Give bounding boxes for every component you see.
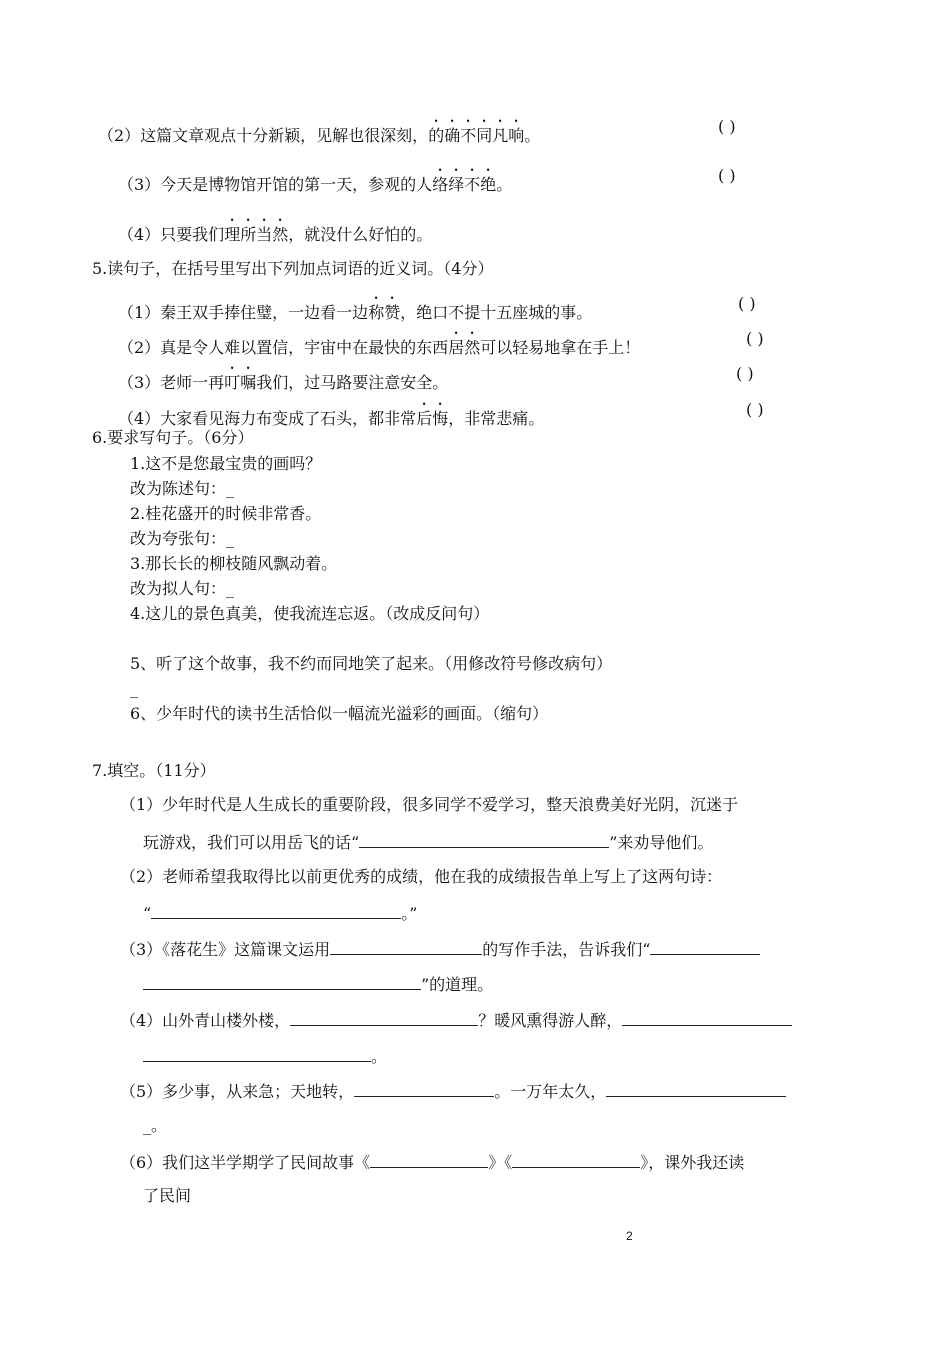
q7-s3-line2 xyxy=(143,973,493,995)
q7-s1-blank[interactable] xyxy=(359,831,609,848)
q4-item-2 xyxy=(98,117,540,146)
q5-item-2-post: 可以轻易地拿在手上！ xyxy=(480,338,641,357)
q4-item-4-pre: （4）只要我们 xyxy=(118,225,225,244)
q7-s6-line1 xyxy=(120,1151,744,1173)
q5-item-3-post: 我们，过马路要注意安全。 xyxy=(256,373,449,392)
q7-s4-blank-2b[interactable] xyxy=(143,1045,371,1062)
q5-item-4-answer-paren[interactable]: ( ) xyxy=(746,400,764,419)
q4-item-2-pre: （2）这篇文章观点十分新颖，见解也很深刻， xyxy=(98,126,429,145)
q5-item-4-post: ，非常悲痛。 xyxy=(448,409,545,428)
q6-line-1: 1.这不是您最宝贵的画吗？ xyxy=(130,454,322,473)
q4-item-2-dotted: 的确不同凡响 xyxy=(428,126,525,145)
q7-s2-post: 。” xyxy=(401,904,418,923)
q7-s5-mid: 。一万年太久， xyxy=(494,1082,607,1101)
q7-s2-line2 xyxy=(143,902,417,924)
q5-item-3-pre: （3）老师一再 xyxy=(118,373,225,392)
q5-item-1-post: ，绝口不提十五座城的事。 xyxy=(400,303,593,322)
q7-s6-blank-2[interactable] xyxy=(512,1151,640,1168)
page-number: 2 xyxy=(626,1229,633,1243)
q7-s1-post: ”来劝导他们。 xyxy=(609,833,714,852)
q7-s6-post: 》，课外我还读 xyxy=(640,1153,745,1172)
q5-item-2-pre: （2）真是令人难以置信，宇宙中在最快的东西 xyxy=(118,338,449,357)
q4-item-2-answer-paren[interactable]: ( ) xyxy=(718,117,736,136)
q7-s3-blank-2a[interactable] xyxy=(650,938,760,955)
q5-item-4 xyxy=(118,400,544,429)
q5-item-3-answer-paren[interactable]: ( ) xyxy=(736,364,754,383)
q5-item-4-pre: （4）大家看见海力布变成了石头，都非常 xyxy=(118,409,417,428)
q5-item-4-dotted: 后悔 xyxy=(416,409,449,428)
q7-s5-line2[interactable]: _。 xyxy=(143,1116,168,1135)
q6-line-3: 2.桂花盛开的时候非常香。 xyxy=(130,504,322,523)
q7-s3-mid: 的写作手法，告诉我们“ xyxy=(482,940,651,959)
q7-s3-blank-2b[interactable] xyxy=(143,973,421,990)
q7-s3-blank-1[interactable] xyxy=(330,938,482,955)
q7-s4-mid: ？暖风熏得游人醉， xyxy=(478,1011,623,1030)
q5-item-1 xyxy=(118,294,592,323)
q7-s2-line1: （2）老师希望我取得比以前更优秀的成绩，他在我的成绩报告单上写上了这两句诗： xyxy=(120,867,723,886)
q6-line-4[interactable]: 改为夸张句：_ xyxy=(130,529,235,548)
q6-line-7: 4.这儿的景色真美，使我流连忘返。（改成反问句） xyxy=(130,604,490,623)
q7-s3-line1 xyxy=(120,938,760,960)
q6-line-6[interactable]: 改为拟人句：_ xyxy=(130,579,235,598)
q4-item-2-post: 。 xyxy=(524,126,541,145)
q7-s4-blank-2a[interactable] xyxy=(622,1009,792,1026)
q7-s3-pre: （3）《落花生》这篇课文运用 xyxy=(120,940,331,959)
q7-s5-blank-2[interactable] xyxy=(606,1080,786,1097)
q7-s4-line2 xyxy=(143,1045,387,1067)
q7-s1-line2 xyxy=(143,831,713,853)
q7-s6-line2: 了民间 xyxy=(143,1186,192,1205)
q4-item-3 xyxy=(118,166,512,195)
q4-item-3-post: 。 xyxy=(496,175,513,194)
q7-s4-line1 xyxy=(120,1009,792,1031)
q7-s4-pre: （4）山外青山楼外楼， xyxy=(120,1011,291,1030)
q6-line-10: 6、少年时代的读书生活恰似一幅流光溢彩的画面。（缩句） xyxy=(130,704,549,723)
q7-s4-blank-1[interactable] xyxy=(290,1009,478,1026)
q5-item-1-pre: （1）秦王双手捧住璧，一边看一边 xyxy=(118,303,369,322)
q6-title: 6.要求写句子。（6分） xyxy=(92,428,254,447)
q5-item-1-answer-paren[interactable]: ( ) xyxy=(738,294,756,313)
q7-s2-pre: “ xyxy=(143,904,152,923)
q7-s6-blank-1[interactable] xyxy=(370,1151,488,1168)
q4-item-4-dotted: 理所当然 xyxy=(224,225,289,244)
q5-item-1-dotted: 称赞 xyxy=(368,303,401,322)
q4-item-3-dotted: 络绎不绝 xyxy=(432,175,497,194)
q5-item-3 xyxy=(118,364,448,393)
q5-item-2 xyxy=(118,329,640,358)
q7-s6-pre: （6）我们这半学期学了民间故事《 xyxy=(120,1153,371,1172)
q7-s2-blank[interactable] xyxy=(151,902,401,919)
q6-line-9[interactable]: _ xyxy=(130,679,138,698)
q5-item-3-dotted: 叮嘱 xyxy=(224,373,257,392)
q4-item-3-answer-paren[interactable]: ( ) xyxy=(718,166,736,185)
q6-line-2[interactable]: 改为陈述句：_ xyxy=(130,479,235,498)
q7-s1-pre: 玩游戏，我们可以用岳飞的话“ xyxy=(143,833,360,852)
q7-s3-post: ”的道理。 xyxy=(421,975,494,994)
q7-s5-line1 xyxy=(120,1080,786,1102)
q7-s5-blank-1[interactable] xyxy=(354,1080,494,1097)
q5-item-2-answer-paren[interactable]: ( ) xyxy=(746,329,764,348)
q6-line-5: 3.那长长的柳枝随风飘动着。 xyxy=(130,554,338,573)
q7-s1-line1: （1）少年时代是人生成长的重要阶段，很多同学不爱学习，整天浪费美好光阴，沉迷于 xyxy=(120,795,739,814)
q5-title: 5.读句子，在括号里写出下列加点词语的近义词。（4分） xyxy=(92,259,494,278)
q4-item-4 xyxy=(118,216,432,245)
q7-s6-mid: 》《 xyxy=(488,1153,513,1172)
q5-item-2-dotted: 居然 xyxy=(448,338,481,357)
q7-s4-post: 。 xyxy=(371,1047,388,1066)
q7-title: 7.填空。（11分） xyxy=(92,761,216,780)
q4-item-3-pre: （3）今天是博物馆开馆的第一天，参观的人 xyxy=(118,175,433,194)
q4-item-4-post: ，就没什么好怕的。 xyxy=(288,225,433,244)
q7-s5-pre: （5）多少事，从来急；天地转， xyxy=(120,1082,355,1101)
q6-line-8: 5、听了这个故事，我不约而同地笑了起来。（用修改符号修改病句） xyxy=(130,654,613,673)
